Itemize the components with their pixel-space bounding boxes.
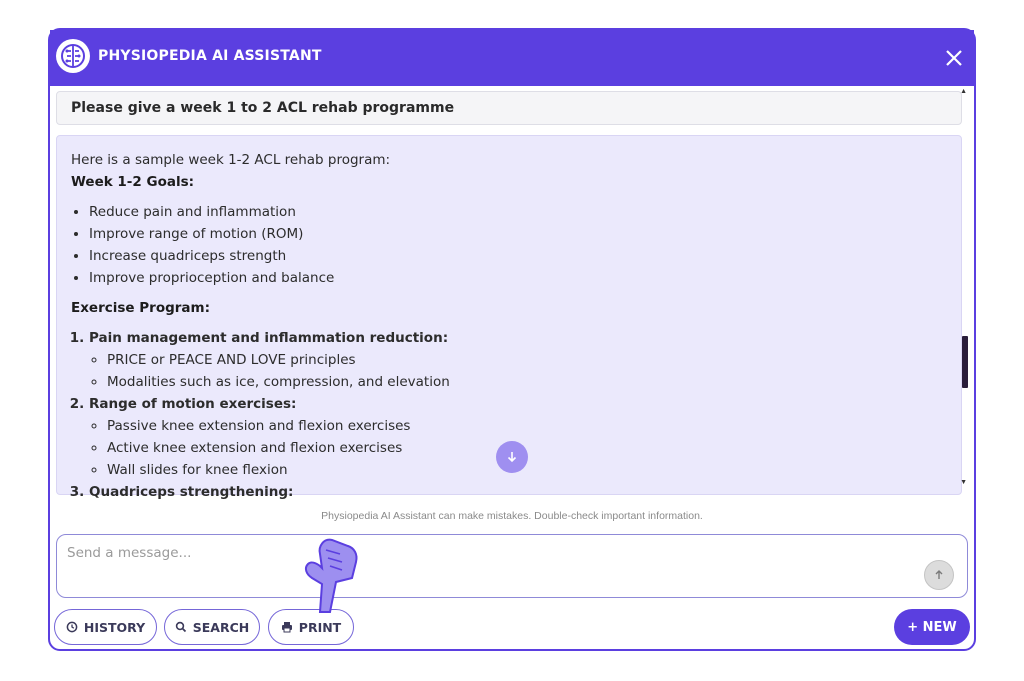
program-item-title: Quadriceps strengthening: xyxy=(89,484,294,500)
program-list xyxy=(71,327,947,503)
printer-icon xyxy=(281,621,293,633)
list-item: • Reduce pain and inflammation xyxy=(89,201,947,223)
print-button[interactable] xyxy=(268,609,354,645)
history-label: HISTORY xyxy=(83,619,146,635)
search-button[interactable] xyxy=(164,609,260,645)
chat-area[interactable] xyxy=(50,86,974,500)
program-item-title: Pain management and inflammation reduction: xyxy=(89,330,449,346)
program-heading: Exercise Program: xyxy=(71,300,210,316)
search-label: SEARCH xyxy=(192,619,250,635)
assistant-panel xyxy=(48,28,976,651)
list-item: ◦ Wall slides for knee flexion xyxy=(107,459,947,481)
program-item-title: Range of motion exercises: xyxy=(89,396,297,412)
scrollbar-thumb[interactable] xyxy=(962,336,968,388)
list-item: ◦ Active knee extension and flexion exercises xyxy=(107,437,947,459)
intro-text: Here is a sample week 1-2 ACL rehab program: xyxy=(71,152,391,168)
arrow-up-icon xyxy=(933,569,945,581)
history-button[interactable] xyxy=(54,609,157,645)
scroll-up-arrow-icon[interactable]: ▲ xyxy=(960,88,967,95)
list-item: ◦ Passive knee extension and flexion exercises xyxy=(107,415,947,437)
message-input[interactable]: Send a message... xyxy=(56,534,968,598)
user-message: Please give a week 1 to 2 ACL rehab programme xyxy=(56,91,962,125)
list-item: ◦ Modalities such as ice, compression, and elevation xyxy=(107,371,947,393)
history-icon xyxy=(66,621,78,633)
new-chat-button[interactable]: + NEW xyxy=(894,609,970,645)
arrow-down-icon xyxy=(505,450,519,464)
search-icon xyxy=(175,621,187,633)
header-title: PHYSIOPEDIA AI ASSISTANT xyxy=(98,48,322,64)
send-button[interactable] xyxy=(924,560,954,590)
brain-icon xyxy=(56,39,90,73)
list-item: • Improve proprioception and balance xyxy=(89,267,947,289)
print-label: PRINT xyxy=(298,619,342,635)
scroll-down-arrow-icon[interactable]: ▼ xyxy=(960,479,967,486)
scroll-down-button[interactable] xyxy=(496,441,528,473)
program-item xyxy=(89,327,947,393)
header-bar xyxy=(50,30,974,86)
list-item: • Increase quadriceps strength xyxy=(89,245,947,267)
goals-heading: Week 1-2 Goals: xyxy=(71,174,195,190)
close-icon[interactable] xyxy=(940,44,968,72)
goals-list xyxy=(71,201,947,289)
disclaimer-text: Physiopedia AI Assistant can make mistakes. Double-check important information. xyxy=(321,510,703,522)
list-item: • Improve range of motion (ROM) xyxy=(89,223,947,245)
list-item: ◦ PRICE or PEACE AND LOVE principles xyxy=(107,349,947,371)
program-item xyxy=(89,481,947,503)
